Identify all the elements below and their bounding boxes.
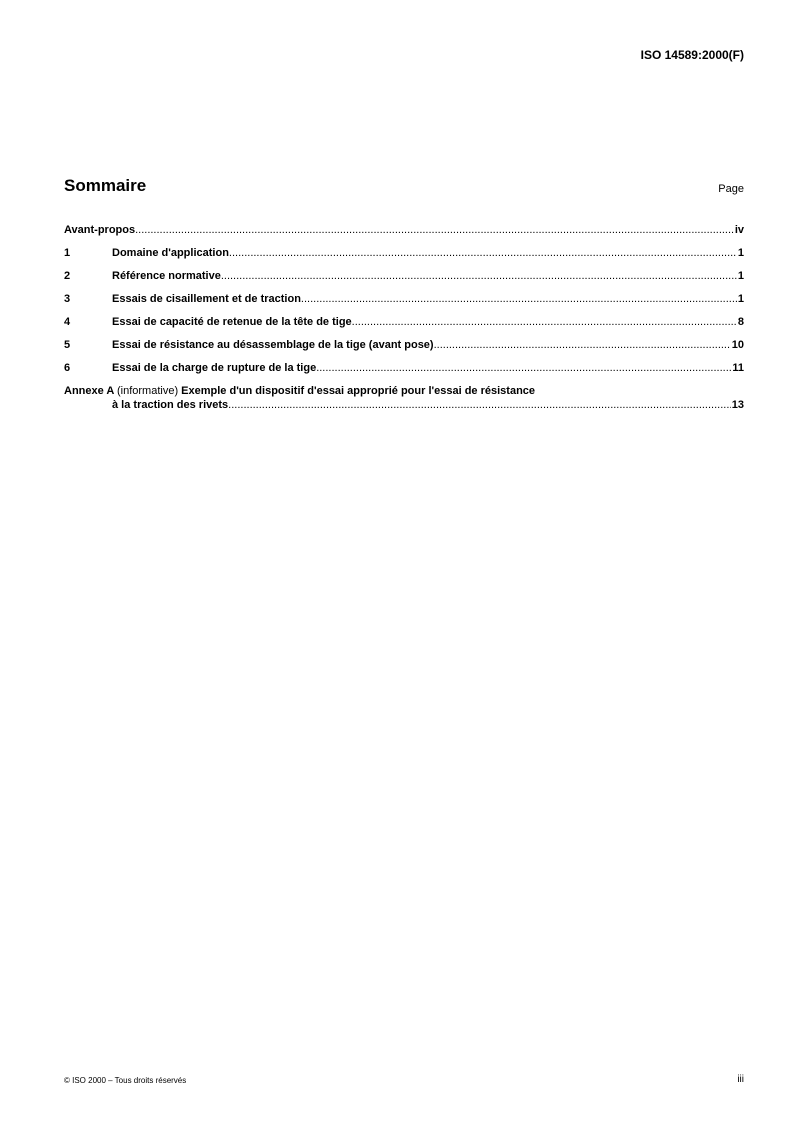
toc-entry-avant-propos[interactable] [64,223,744,237]
toc-entry-2[interactable] [64,269,744,283]
toc-entry-page: 13 [731,399,744,411]
toc-page-column-label: Page [718,183,744,195]
toc-dot-leader [221,269,737,283]
toc-entry-text: Référence normative [112,270,221,282]
toc-entry-4[interactable] [64,315,744,329]
toc-dot-leader [301,292,737,306]
toc-entry-3[interactable] [64,292,744,306]
toc-entry-page: 10 [731,339,744,351]
toc-entry-text: Essais de cisaillement et de traction [112,293,301,305]
toc-entry-number: 6 [64,362,71,374]
toc-entry-number: 5 [64,339,71,351]
toc-dot-leader [352,315,737,329]
toc-entry-page: 1 [737,293,744,305]
toc-entry-page: 8 [737,316,744,328]
annex-type: (informative) [116,385,179,397]
toc-entry-text: Domaine d'application [112,247,229,259]
toc-entry-5[interactable] [64,338,744,352]
toc-entry-text: Avant-propos [64,224,136,236]
toc-entry-1[interactable] [64,246,744,260]
toc-entry-page: 11 [732,362,744,374]
toc-entry-annex-a[interactable] [64,384,744,412]
toc-header [64,175,744,197]
footer-page-number: iii [737,1074,744,1085]
toc-dot-leader [135,223,734,237]
toc-entry-page: 1 [737,270,744,282]
toc-entry-page: 1 [737,247,744,259]
toc-dot-leader [316,361,731,375]
annex-title-line2: à la traction des rivets [112,399,229,411]
toc-entry-number: 4 [64,316,71,328]
annex-title-line1: Exemple d'un dispositif d'essai approprié pour l'essai de résistance [181,385,536,397]
toc-entry-number: 1 [64,247,71,259]
document-id: ISO 14589:2000(F) [640,48,744,62]
toc-entry-text: Essai de la charge de rupture de la tige [112,362,317,374]
toc-entry-number: 2 [64,270,71,282]
toc-dot-leader [229,246,737,260]
table-of-contents [64,223,744,421]
toc-entry-text: Essai de capacité de retenue de la tête de tige [112,316,352,328]
toc-entry-text: Essai de résistance au désassemblage de la tige (avant pose) [112,339,434,351]
toc-entry-6[interactable] [64,361,744,375]
toc-dot-leader [434,338,731,352]
annex-continuation-line [64,398,744,412]
toc-title: Sommaire [64,176,147,195]
annex-label: Annexe A [64,385,114,397]
toc-entry-page: iv [734,224,744,236]
footer-copyright: © ISO 2000 – Tous droits réservés [64,1076,187,1085]
toc-entry-number: 3 [64,293,71,305]
toc-dot-leader [228,398,731,412]
annex-heading-line [64,384,744,398]
